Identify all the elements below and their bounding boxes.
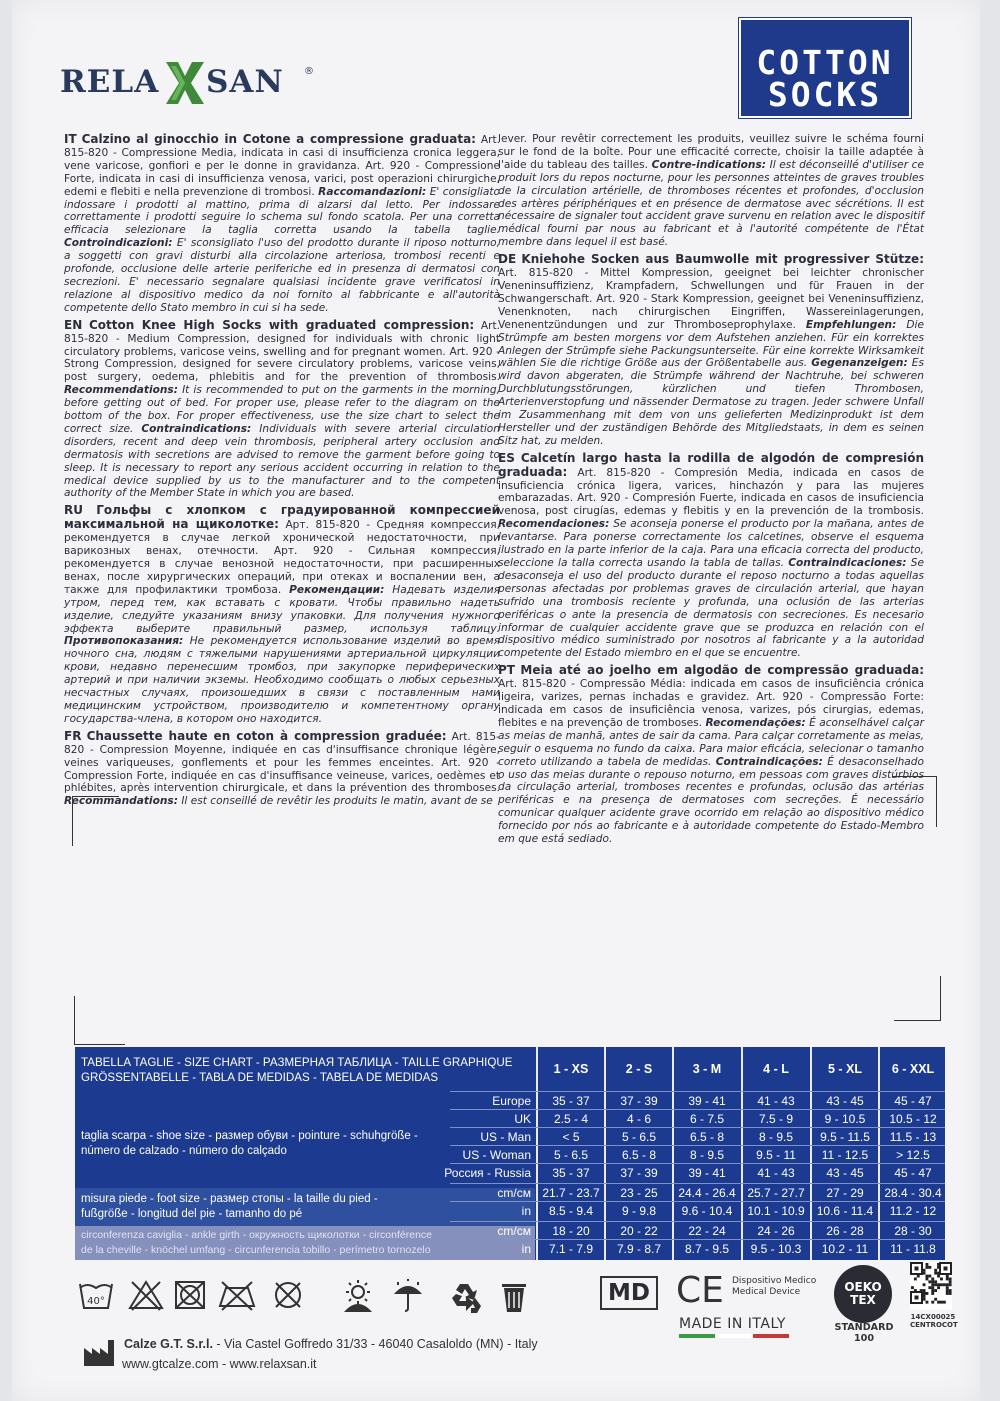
row-separator — [450, 1091, 945, 1092]
manufacturer-factory-icon — [82, 1338, 118, 1366]
row-separator — [450, 1109, 945, 1110]
foot-desc-line1: misura piede - foot size - размер стопы - la taille du pied - — [81, 1193, 378, 1205]
company-name: Calze G.T. S.r.l. — [124, 1337, 213, 1351]
size-cell: 7.9 - 8.7 — [616, 1242, 662, 1256]
qr-code-line1: 14CX00025 — [910, 1313, 956, 1321]
para-k1: Recommandations: — [64, 795, 178, 808]
size-cell: 9.5 - 11 — [756, 1148, 796, 1162]
row-separator — [450, 1239, 945, 1240]
para-k1: Recommendations: — [64, 384, 178, 397]
badge-line2: SOCKS — [767, 75, 883, 114]
manufacturer-info — [124, 1336, 538, 1372]
size-chart-title-line1: TABELLA TAGLIE - SIZE CHART - РАЗМЕРНАЯ ТАБЛИЦА - TAILLE GRAPHIQUE — [81, 1056, 513, 1069]
size-cell: 7.1 - 7.9 — [548, 1242, 594, 1256]
size-header: 2 - S — [625, 1062, 653, 1076]
crop-mark-top-right — [892, 776, 937, 827]
size-cell: 22 - 24 — [688, 1224, 726, 1238]
ankle-desc-line2: de la cheville - knöchel umfang - circunferencia tobillo - perímetro tornozelo — [81, 1244, 431, 1256]
size-header: 1 - XS — [553, 1062, 589, 1076]
size-row-label: cm/см — [497, 1186, 531, 1200]
ce-mark: CE — [676, 1270, 724, 1311]
manufacturer-line — [124, 1336, 538, 1352]
size-cell: 11 - 12.5 — [821, 1148, 869, 1162]
row-separator — [450, 1163, 945, 1164]
para-body: Art. 815-820 - Compressão Média: indicada em casos de insuficiência crónica ligeira, varizes, pernas inchadas e gravidez. Art. 920 - Compressão Forte: indicada em casos de insuficiência venosa, varizes, pós cirurgias, edemas, flebites e na prevenção de tromboses. — [498, 678, 924, 729]
size-cell: 10.2 - 11 — [821, 1242, 869, 1256]
size-chart-title-line2: GRÖSSENTABELLE - TABLA DE MEDIDAS - TABELA DE MEDIDAS — [81, 1071, 439, 1084]
badge-line1: COTTON — [756, 43, 894, 82]
para-k1: Рекомендации: — [289, 583, 385, 596]
cotton-socks-badge — [739, 18, 911, 118]
size-cell: 27 - 29 — [826, 1186, 864, 1200]
size-chart — [75, 1047, 945, 1260]
size-cell: 4 - 6 — [626, 1112, 651, 1126]
no-dry-clean-icon — [270, 1278, 306, 1312]
size-cell: 11.2 - 12 — [889, 1204, 937, 1218]
oeko-standard — [832, 1322, 896, 1344]
para-k1: Raccomandazioni: — [318, 185, 427, 198]
logo-right-text: SAN — [206, 64, 284, 100]
shoe-desc-line1: taglia scarpa - shoe size - размер обуви - pointure - schuhgröße - — [81, 1130, 418, 1142]
para-k2: Controindicazioni: — [64, 237, 173, 250]
left-text-column — [64, 133, 500, 812]
para-k1: Recomendaciones: — [498, 518, 610, 531]
para-lang: DE — [498, 252, 517, 267]
size-header: 4 - L — [763, 1062, 789, 1076]
size-cell: 26 - 28 — [826, 1224, 864, 1238]
size-cell: 9 - 9.8 — [621, 1204, 657, 1218]
size-cell: 41 - 43 — [757, 1166, 795, 1180]
para-t2: É desaconselhado o uso das meias durante o repouso noturno, em pessoas com graves distúrbios da circulação arterial, tromboses recentes e profundas, oclusão das artérias periféricas e na presença de dermatoses com secreções. É necessário comunicar qualquer acidente grave ocorrido em relação ao dispositivo médico fornecido por nós ao fabricante e à autoridade competente do Estado-Membro em que está sediado. — [498, 755, 924, 846]
para-k1: Empfehlungen: — [805, 318, 897, 331]
para-title: Cotton Knee High Socks with graduated compression: — [88, 317, 475, 332]
relaxsan-logo — [60, 62, 314, 106]
no-tumble-dry-icon — [172, 1278, 208, 1312]
para-t1: Il est conseillé de revêtir les produits le matin, avant de se — [181, 795, 493, 808]
size-row-label: US - Woman — [462, 1148, 531, 1162]
oeko-tex-logo — [834, 1265, 892, 1323]
logo-x-mark — [160, 58, 210, 108]
size-cell: 23 - 25 — [620, 1186, 658, 1200]
paragraph-it — [64, 133, 500, 315]
size-row-label: Europe — [492, 1094, 531, 1108]
para-t2: Не рекомендуется использование изделий во время ночного сна, людям с тяжелыми нарушениями артериальной циркуляции крови, недавно перенесшим тромбоз, при закупорке периферических артерий и при наличии экземы. Необходимо сообщать о любых серьезных несчастных случаях, произошедших в связи с поставленным нами медицинским устройством, производителю и компетентному органу государства-члена, в котором оно находится. — [64, 635, 500, 725]
size-cell: 21.7 - 23.7 — [542, 1186, 600, 1200]
size-cell: 10.6 - 11.4 — [816, 1204, 874, 1218]
registered-mark: ® — [304, 66, 314, 77]
size-cell: 6 - 7.5 — [689, 1112, 725, 1126]
para-body: Art. 815-820 - Medium Compression, designed for individuals with chronic light circulatory problems, varicose veins, swelling and for pregnant women. Art. 920 - Strong Compression, designed for severe circulatory problems, varicose veins, post surgery, oedema, phlebitis and for the prevention of thrombosis. — [64, 319, 501, 384]
size-cell: 39 - 41 — [688, 1166, 726, 1180]
size-cell: 43 - 45 — [826, 1166, 864, 1180]
wash-temp-label: 40° — [87, 1296, 105, 1307]
wash-40-icon — [78, 1278, 114, 1312]
shoe-desc-line2: número de calzado - número do calçado — [81, 1145, 287, 1157]
size-cell: 9.5 - 11.5 — [820, 1130, 870, 1144]
size-row-label: in — [521, 1204, 531, 1218]
size-chart-title — [81, 1055, 512, 1085]
para-title: Meia até ao joelho em algodão de compressão graduada: — [520, 663, 924, 678]
para-title: Chaussette haute en coton à compression graduée: — [86, 728, 447, 743]
medical-device-mark: MD — [600, 1276, 658, 1310]
websites: www.gtcalze.com - www.relaxsan.it — [122, 1357, 317, 1371]
paragraph-es — [498, 452, 924, 661]
size-cell: 10.5 - 12 — [889, 1112, 937, 1126]
foot-size-description — [81, 1192, 378, 1222]
logo-left-text: RELA — [60, 64, 160, 100]
size-cell: 18 - 20 — [552, 1224, 590, 1238]
size-cell: 37 - 39 — [620, 1094, 658, 1108]
crop-mark-top-left-stem — [72, 796, 74, 846]
box-panel — [12, 0, 980, 1401]
size-cell: 35 - 37 — [552, 1094, 590, 1108]
size-cell: 10.1 - 10.9 — [747, 1204, 805, 1218]
no-bleach-icon — [128, 1278, 164, 1312]
recycle-icon — [446, 1278, 486, 1316]
para-lang: ES — [498, 450, 515, 465]
paragraph-pt — [498, 664, 924, 846]
no-iron-icon — [216, 1278, 258, 1312]
para-body: Art. 815-820 - Mittel Kompression, geeignet bei leichter chronischer Veneninsuffizienz, Krampfadern, Schwellungen und für Frauen in der Schwangerschaft. Art. 920 - Stark Kompression, geeignet bei Veneninsuffizienz, Venenknoten, nach chirurgischen Eingriffen, Wassereinlagerungen, Venenentzündungen und zur Thromboseprophylaxe. — [498, 267, 924, 331]
oeko-line1: OEKO — [844, 1280, 882, 1294]
para-k2: Противопоказания: — [64, 635, 184, 648]
para-body: Арт. 815-820 - Средняя компрессия, рекомендуется в случае легкой хронической недостаточности, при варикозных венах, отечности. Арт. 920 - Сильная компрессия, рекомендуется в случае венозной недостаточности, при расширенных венах, после хирургических операций, при отеках и воспалении вен, а также для профилактики тромбоза. — [64, 519, 500, 596]
size-cell: 9.5 - 10.3 — [750, 1242, 802, 1256]
paragraph-de — [498, 253, 924, 448]
size-cell: 45 - 47 — [894, 1166, 932, 1180]
size-row-label: in — [521, 1242, 531, 1256]
para-body: Art. 815-820 - Compression Moyenne, indiquée en cas d'insuffisance chronique légère, veines variqueuses, gonflements et pour les femmes enceintes. Art. 920 - Compression Forte, indiquée en cas d'insuffisance veineuse, varices, oedèmes et phlébites, après intervention chirurgicale, et dans la prévention des thromboses. — [64, 730, 500, 795]
paragraph-en — [64, 319, 500, 501]
para-t1: E' consigliato indossare i prodotti al mattino, prima di alzarsi dal letto. Per indossare correttamente i prodotti seguire lo schema sul fondo scatola. Per una corretta efficacia selezionare la taglia corretta usando la tabella taglie. — [64, 185, 501, 237]
size-cell: 41 - 43 — [757, 1094, 795, 1108]
para-title: Calzino al ginocchio in Cotone a compressione graduata: — [81, 132, 476, 146]
row-separator — [450, 1183, 945, 1184]
oeko-line2: TEX — [850, 1293, 876, 1307]
oeko-std-line1: STANDARD — [834, 1322, 894, 1333]
para-t1: It is recommended to put on the garments in the morning, before getting out of bed. For proper use, please refer to the diagram on the bottom of the box. For proper effectiveness, use the size chart to select the correct size. — [64, 384, 500, 435]
para-lang: EN — [64, 317, 83, 332]
row-separator — [450, 1201, 945, 1202]
paragraph-fr — [64, 730, 500, 808]
dispose-bin-icon — [496, 1278, 532, 1314]
paragraph-ru — [64, 504, 500, 725]
crop-mark-bottom-right — [894, 976, 941, 1021]
para-title: Calcetín largo hasta la rodilla de algodón de compresión graduada: — [498, 450, 925, 479]
para-lang: IT — [64, 132, 77, 146]
size-cell: 8.5 - 9.4 — [548, 1204, 594, 1218]
qr-code-icon — [910, 1262, 952, 1310]
para-body: Art. 815-820 - Compresión Media, indicada en casos de insuficiencia crónica ligera, varices, hinchazón y para las mujeres embarazadas. Art. 920 - Compresión Fuerte, indicada en casos de insuficiencia venosa, post cirugías, edemas y flebitis y en la prevención de la trombosis. — [498, 466, 924, 518]
para-t1: Se aconseja ponerse el producto por la mañana, antes de levantarse. Para ponerse correctamente los calcetines, observe el esquema ilustrado en la parte inferior de la caja. Para una eficacia correcta del producto, seleccione la talla correcta usando la tabla de tallas. — [498, 518, 925, 569]
para-title: Kniehohe Socken aus Baumwolle mit progressiver Stütze: — [521, 252, 924, 267]
size-cell: 20 - 22 — [620, 1224, 658, 1238]
row-separator — [450, 1145, 945, 1146]
para-body: Art. 815-820 - Compressione Media, indicata in casi di insufficienza cronica leggera, vene varicose, gonfiori e per le donne in gravidanza. Art. 920 - Compressione Forte, indicata in casi di insufficienza venosa, varici, post operazioni chirurgiche, edemi e flebiti e nella prevenzione di trombosi. — [64, 134, 501, 198]
para-k2: Contraindicações: — [715, 755, 823, 768]
medical-device-text — [732, 1276, 816, 1298]
row-separator — [450, 1221, 945, 1222]
size-header: 3 - M — [692, 1062, 722, 1076]
keep-from-sunlight-icon — [338, 1278, 378, 1314]
para-title: Гольфы с хлопком с градуированной компрессией максимальной на щиколотке: — [64, 503, 500, 532]
size-cell: 9.6 - 10.4 — [681, 1204, 733, 1218]
para-t2: Individuals with severe arterial circulation disorders, recent and deep vein thrombosis, peripheral artery occlusion and dermatosis with secretions are advised to remove the garment before going to sleep. It is necessary to report any serious accident occurring in relation to the medical device supplied by us to the manufacturer and to the competent authority of the Member State in which you are based. — [64, 422, 500, 500]
flag-red-stripe — [753, 1334, 789, 1338]
size-cell: 8 - 9.5 — [758, 1130, 794, 1144]
qr-code-line2: CENTROCOT — [910, 1321, 958, 1329]
para-k1: Contre-indications: — [651, 158, 767, 171]
size-cell: 5 - 6.5 — [621, 1130, 657, 1144]
shoe-size-description — [81, 1129, 418, 1159]
para-t2: E' sconsigliato l'uso del prodotto durante il riposo notturno, a soggetti con gravi disturbi alla circolazione arteriosa, trombosi recenti e profonde, occlusione delle arterie periferiche ed in presenza di dermatosi con secrezioni. E' necessario segnalare qualsiasi incidente grave verificatosi in relazione al dispositivo medico da noi fornito al fabbricante e all'autorità competente dello Stato membro in cui si ha sede. — [64, 237, 501, 314]
keep-dry-icon — [390, 1278, 426, 1314]
foot-desc-line2: fußgröße - longitud del pie - tamanho do pé — [81, 1208, 303, 1220]
size-cell: > 12.5 — [896, 1148, 930, 1162]
size-cell: 6.5 - 8 — [621, 1148, 657, 1162]
oeko-std-line2: 100 — [853, 1333, 875, 1344]
para-body: lever. Pour revêtir correctement les produits, veuillez suivre le schéma fourni sur le fond de la boîte. Pour une efficacité correcte, choisir la taille adaptée à l'aide du tableau des tailles. — [498, 133, 924, 171]
para-lang: FR — [64, 728, 82, 743]
para-t2: Es wird davon abgeraten, die Strümpfe während der Nachtruhe, bei schweren Durchblutungsstörungen, kürzlichen und tiefen Thrombosen, Arterienverstopfung und nässender Dermatose zu tragen. Jeder schwere Unfall im Zusammenhang mit dem von uns gelieferten Medizinprodukt ist dem Hersteller und der zuständigen Behörde des Mitgliedstaats, in dem es seinen Sitz hat, zu melden. — [498, 357, 924, 447]
size-cell: 45 - 47 — [894, 1094, 932, 1108]
crop-mark-bottom-left — [74, 996, 125, 1045]
size-row-label: UK — [514, 1112, 531, 1126]
para-k1: Recomendações: — [705, 716, 806, 729]
size-row-label: cm/см — [497, 1224, 531, 1238]
size-header: 5 - XL — [827, 1062, 863, 1076]
para-k2: Contraindicaciones: — [788, 557, 907, 569]
size-cell: 8 - 9.5 — [689, 1148, 725, 1162]
size-cell: 43 - 45 — [826, 1094, 864, 1108]
ankle-girth-description — [81, 1228, 432, 1258]
made-in-italy: MADE IN ITALY — [679, 1316, 786, 1332]
flag-green-stripe — [679, 1334, 715, 1338]
ankle-desc-line1: circonferenza caviglia - ankle girth - окружность щиколотки - circonférence — [81, 1229, 433, 1241]
size-cell: < 5 — [562, 1130, 580, 1144]
size-cell: 9 - 10.5 — [824, 1112, 866, 1126]
para-k2: Contraindications: — [141, 422, 252, 435]
size-cell: 5 - 6.5 — [553, 1148, 589, 1162]
size-cell: 11.5 - 13 — [889, 1130, 937, 1144]
para-t1: Il est déconseillé d'utiliser ce produit lors du repos nocturne, pour les personnes atteintes de graves troubles de la circulation artérielle, de thromboses récentes et profondes, d'occlusion des artères périphériques et en présence de dermatose avec sécrétions. Il est nécessaire de signaler tout accident grave survenu en relation avec le dispositif médical fourni par nous au fabricant et à l'autorité compétente de l'État membre dans lequel il est basé. — [498, 158, 925, 249]
right-text-column — [498, 133, 924, 850]
size-cell: 25.7 - 27.7 — [747, 1186, 805, 1200]
size-cell: 2.5 - 4 — [553, 1112, 589, 1126]
size-cell: 35 - 37 — [552, 1166, 590, 1180]
size-cell: 39 - 41 — [688, 1094, 726, 1108]
para-lang: PT — [498, 663, 515, 678]
size-cell: 24 - 26 — [757, 1224, 795, 1238]
size-cell: 37 - 39 — [620, 1166, 658, 1180]
row-separator — [450, 1127, 945, 1128]
para-lang: RU — [64, 503, 83, 518]
size-row-label: US - Man — [480, 1130, 531, 1144]
crop-mark-top-left — [72, 796, 119, 817]
para-t1: Die Strümpfe am besten morgens vor dem Aufstehen anziehen. Für ein korrektes Anlegen der Strümpfe siehe Packungsunterseite. Für eine korrekte Wirksamkeit wählen Sie die richtige Größe aus der Größentabelle aus. — [498, 318, 924, 370]
device-line2: Medical Device — [732, 1287, 801, 1297]
size-header: 6 - XXL — [891, 1062, 935, 1076]
para-t2: Se desaconseja el uso del producto durante el reposo nocturno a todas aquellas personas afectadas por problemas graves de circulación arterial, que hayan sufrido una trombosis reciente y profunda, una oclusión de las arterias periféricas o ante la presencia de dermatosis con secreciones. Es necesario informar de cualquier accidente grave que se produzca en relación con el dispositivo médico suministrado por nosotros al fabricante y a la autoridad competente del Estado miembro en el que se encuentre. — [498, 557, 924, 660]
size-cell: 28 - 30 — [894, 1224, 932, 1238]
size-cell: 11 - 11.8 — [890, 1242, 936, 1256]
size-cell: 28.4 - 30.4 — [884, 1186, 942, 1200]
company-address: - Via Castel Goffredo 31/33 - 46040 Casaloldo (MN) - Italy — [212, 1337, 538, 1351]
size-cell: 8.7 - 9.5 — [684, 1242, 730, 1256]
size-cell: 6.5 - 8 — [689, 1130, 725, 1144]
size-row-label: Россия - Russia — [444, 1166, 531, 1180]
oeko-certificate-code — [910, 1313, 956, 1329]
flag-white-stripe — [716, 1334, 752, 1338]
para-t1: É aconselhável calçar as meias de manhã, antes de sair da cama. Para calçar corretamente as meias, seguir o esquema no fundo da caixa. Para maior eficácia, selecionar o tamanho correto utilizando a tabela de medidas. — [498, 716, 924, 768]
size-cell: 7.5 - 9 — [758, 1112, 794, 1126]
paragraph-cont — [498, 133, 924, 249]
para-t1: Надевать изделия утром, перед тем, как вставать с кровати. Чтобы правильно надеть изделие, следуйте указаниям внизу упаковки. Для получения нужного эффекта выберите правильный размер, используя таблицу. — [64, 583, 500, 635]
para-k2: Gegenanzeigen: — [811, 357, 908, 370]
device-line1: Dispositivo Medico — [732, 1276, 817, 1286]
size-cell: 24.4 - 26.4 — [678, 1186, 736, 1200]
